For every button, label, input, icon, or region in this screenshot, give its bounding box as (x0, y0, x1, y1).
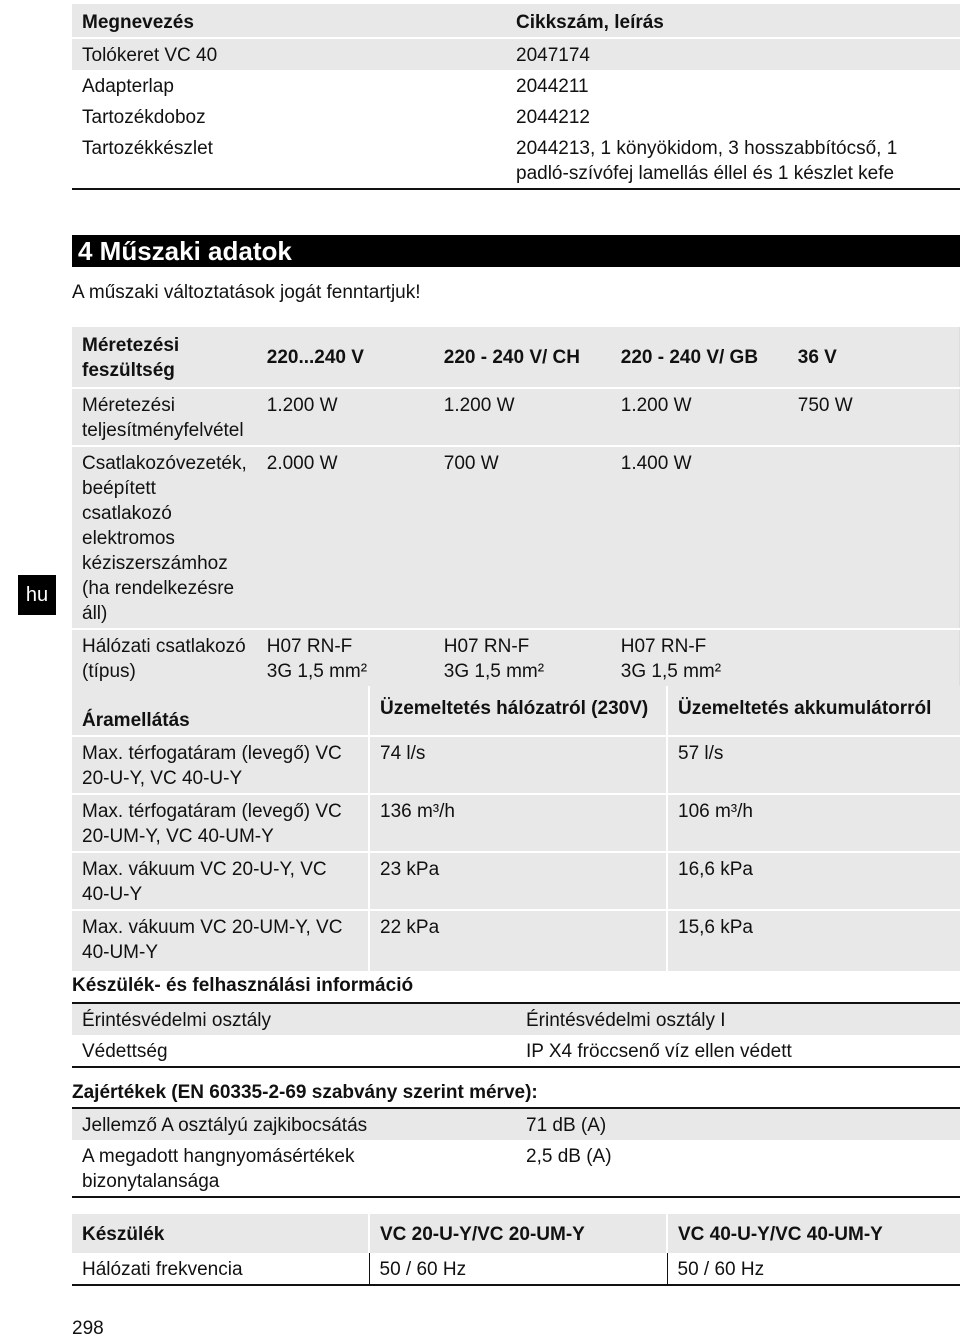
col-header-voltage-4: 36 V (797, 347, 837, 368)
table-cell: 57 l/s (667, 736, 960, 794)
table-cell: 50 / 60 Hz (369, 1253, 667, 1285)
noise-table (72, 1107, 960, 1198)
table-cell: 1.200 W (257, 388, 434, 446)
table-cell: 2.000 W (257, 446, 434, 629)
table-cell: 1.200 W (434, 388, 611, 446)
noise-title: Zajértékek (EN 60335-2-69 szabvány szerint mérve): (72, 1082, 538, 1103)
device-info-table (72, 1002, 960, 1068)
page-number: 298 (72, 1318, 104, 1339)
power-table (72, 686, 960, 971)
table-cell: 106 m³/h (667, 794, 960, 852)
frequency-table (72, 1214, 960, 1286)
table-cell: Méretezési teljesítményfelvétel (72, 388, 257, 446)
col-header-vc40: VC 40-U-Y/VC 40-UM-Y (667, 1214, 960, 1253)
table-cell: 50 / 60 Hz (667, 1253, 960, 1285)
language-tab: hu (18, 575, 56, 615)
table-cell: Hálózati csatlakozó (típus) (72, 629, 257, 686)
table-cell: 15,6 kPa (667, 910, 960, 971)
table-cell: Csatlakozóvezeték, beépített csatlakozó elektromos kéziszerszámhoz (ha rendelkezésre áll) (72, 446, 257, 629)
col-header-power-supply: Áramellátás (82, 710, 190, 731)
table-cell: Védettség (72, 1035, 516, 1067)
table-cell: H07 RN-F 3G 1,5 mm² (257, 629, 434, 686)
device-info-title: Készülék- és felhasználási információ (72, 975, 414, 996)
col-header-mains: Üzemeltetés hálózatról (230V) (369, 686, 667, 736)
table-cell: 2044212 (516, 107, 590, 128)
table-cell: Max. vákuum VC 20-UM-Y, VC 40-UM-Y (72, 910, 369, 971)
table-cell: H07 RN-F 3G 1,5 mm² (434, 629, 611, 686)
table-cell: Jellemző A osztályú zajkibocsátás (82, 1115, 368, 1136)
parts-table (72, 4, 960, 190)
table-cell: Tolókeret VC 40 (72, 38, 506, 70)
table-cell: H07 RN-F 3G 1,5 mm² (611, 629, 788, 686)
table-cell: Adapterlap (82, 76, 174, 97)
col-header-device: Készülék (82, 1224, 165, 1245)
section-title: 4 Műszaki adatok (72, 235, 960, 267)
table-cell: 2044211 (516, 76, 589, 97)
table-cell: 2044213, 1 könyökidom, 3 hosszabbítócső, 1 padló-szívófej lamellás éllel és 1 készlet kefe (506, 132, 960, 189)
voltage-table (72, 327, 960, 686)
col-header-voltage-2: 220 - 240 V/ CH (443, 347, 580, 368)
col-header-name: Megnevezés (82, 12, 194, 33)
table-cell: A megadott hangnyomásértékek bizonytalansága (72, 1140, 516, 1197)
table-cell: IP X4 fröccsenő víz ellen védett (516, 1035, 960, 1067)
table-cell: 700 W (434, 446, 611, 629)
table-cell: Hálózati frekvencia (72, 1253, 369, 1285)
col-header-voltage-3: 220 - 240 V/ GB (620, 347, 759, 368)
section-note: A műszaki változtatások jogát fenntartjuk! (72, 282, 421, 303)
table-cell (788, 446, 960, 629)
table-cell: Max. vákuum VC 20-U-Y, VC 40-U-Y (72, 852, 369, 910)
col-header-part-number: Cikkszám, leírás (516, 12, 664, 33)
table-cell: 22 kPa (369, 910, 667, 971)
table-cell: 23 kPa (369, 852, 667, 910)
table-cell: 2,5 dB (A) (516, 1140, 960, 1197)
table-cell: 136 m³/h (369, 794, 667, 852)
table-cell: Tartozékkészlet (72, 132, 506, 189)
table-cell: Érintésvédelmi osztály I (526, 1010, 726, 1031)
col-header-voltage-1: 220...240 V (266, 347, 364, 368)
table-cell: Max. térfogatáram (levegő) VC 20-UM-Y, VC 40-UM-Y (72, 794, 369, 852)
table-cell: 1.400 W (611, 446, 788, 629)
col-header-battery: Üzemeltetés akkumulátorról (667, 686, 960, 736)
table-cell: 71 dB (A) (526, 1115, 607, 1136)
table-cell: 16,6 kPa (667, 852, 960, 910)
table-cell (788, 629, 960, 686)
table-cell: 74 l/s (369, 736, 667, 794)
col-header-voltage-label: Méretezési feszültség (82, 335, 180, 381)
table-cell: Max. térfogatáram (levegő) VC 20-U-Y, VC 40-U-Y (72, 736, 369, 794)
table-cell: 2047174 (506, 38, 960, 70)
table-cell: Tartozékdoboz (82, 107, 206, 128)
table-cell: Érintésvédelmi osztály (82, 1010, 272, 1031)
col-header-vc20: VC 20-U-Y/VC 20-UM-Y (369, 1214, 667, 1253)
table-cell: 1.200 W (611, 388, 788, 446)
table-cell: 750 W (788, 388, 960, 446)
